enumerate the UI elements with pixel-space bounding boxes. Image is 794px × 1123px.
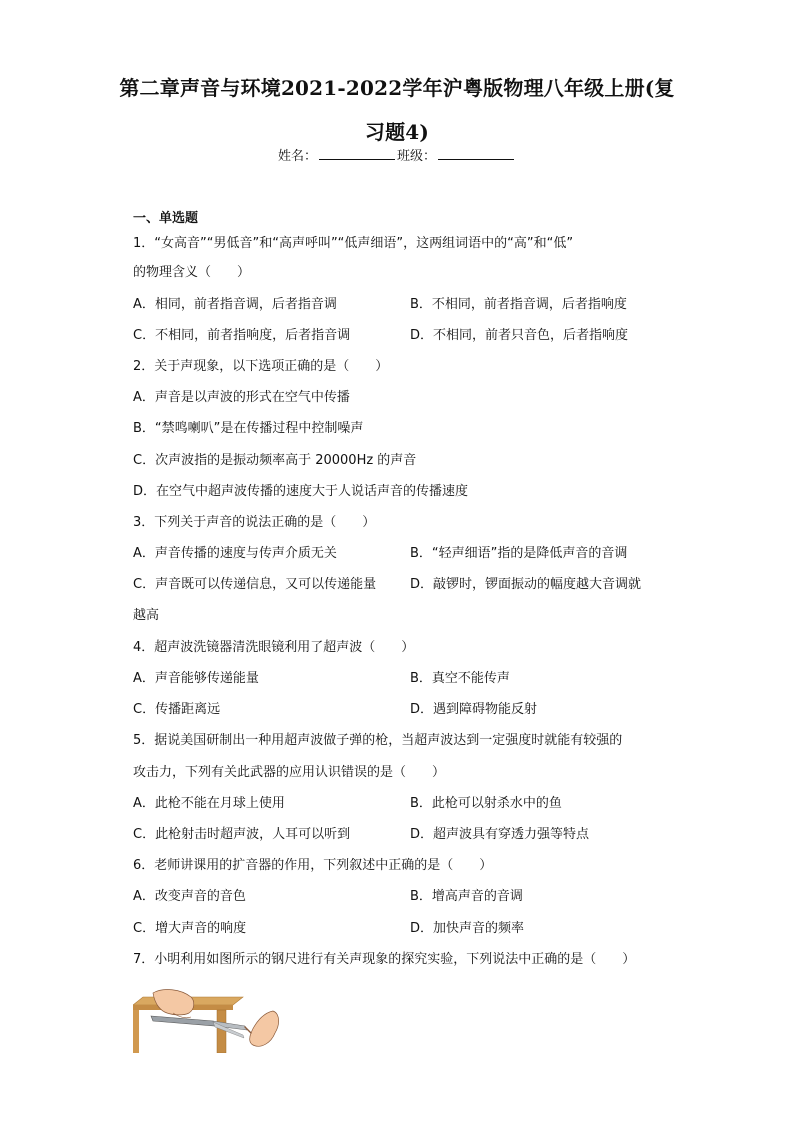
- q2-option-c: C．次声波指的是振动频率高于 20000Hz 的声音: [133, 453, 417, 468]
- student-info: [0, 145, 794, 164]
- q5-option-a: A．此枪不能在月球上使用: [133, 796, 285, 811]
- q2-option-d: D．在空气中超声波传播的速度大于人说话声音的传播速度: [133, 484, 469, 499]
- q6-option-b: B．增高声音的音调: [410, 889, 523, 904]
- q1-stem-line-2: 的物理含义（ ）: [133, 265, 251, 280]
- page-title: [110, 66, 684, 154]
- q4-option-b: B．真空不能传声: [410, 671, 510, 686]
- q6-stem: 6．老师讲课用的扩音器的作用，下列叙述中正确的是（ ）: [133, 858, 493, 873]
- q5-stem-line-1: 5．据说美国研制出一种用超声波做子弹的枪，当超声波达到一定强度时就能有较强的: [133, 733, 623, 748]
- q3-stem: 3．下列关于声音的说法正确的是（ ）: [133, 515, 376, 530]
- right-hand: [250, 1011, 279, 1046]
- steel-ruler-figure: [133, 983, 281, 1053]
- q1-option-b: B．不相同，前者指音调，后者指响度: [410, 297, 627, 312]
- q3-option-a: A．声音传播的速度与传声介质无关: [133, 546, 337, 561]
- q3-option-c: C．声音既可以传递信息，又可以传递能量: [133, 577, 377, 592]
- q2-option-b: B．“禁鸣喇叭”是在传播过程中控制噪声: [133, 421, 364, 436]
- q3-option-d-continuation: 越高: [133, 608, 160, 623]
- title-line-1: 第二章声音与环境2021-2022学年沪粤版物理八年级上册(复: [119, 76, 675, 100]
- section-title: 一、单选题: [133, 211, 199, 226]
- q4-option-a: A．声音能够传递能量: [133, 671, 259, 686]
- q4-option-d: D．遇到障碍物能反射: [410, 702, 538, 717]
- q4-stem: 4．超声波洗镜器清洗眼镜利用了超声波（ ）: [133, 640, 415, 655]
- q6-option-d: D．加快声音的频率: [410, 921, 525, 936]
- q1-option-d: D．不相同，前者只音色，后者指响度: [410, 328, 629, 343]
- q3-option-d: D．敲锣时，锣面振动的幅度越大音调就: [410, 577, 642, 592]
- q1-stem-line-1: 1．“女高音”“男低音”和“高声呼叫”“低声细语”，这两组词语中的“高”和“低”: [133, 236, 574, 251]
- q1-option-c: C．不相同，前者指响度，后者指音调: [133, 328, 351, 343]
- q2-stem: 2．关于声现象，以下选项正确的是（ ）: [133, 359, 389, 374]
- table-leg: [217, 1010, 226, 1053]
- q1-option-a: A．相同，前者指音调，后者指音调: [133, 297, 337, 312]
- left-hand: [153, 990, 194, 1015]
- q5-option-d: D．超声波具有穿透力强等特点: [410, 827, 590, 842]
- q5-stem-line-2: 攻击力，下列有关此武器的应用认识错误的是（ ）: [133, 765, 446, 780]
- q7-stem: 7．小明利用如图所示的钢尺进行有关声现象的探究实验，下列说法中正确的是（ ）: [133, 952, 636, 967]
- class-blank[interactable]: [438, 147, 514, 160]
- q5-option-b: B．此枪可以射杀水中的鱼: [410, 796, 562, 811]
- class-label: 班级：: [397, 149, 437, 164]
- q6-option-a: A．改变声音的音色: [133, 889, 246, 904]
- name-blank[interactable]: [319, 147, 395, 160]
- table-leg-left: [133, 1010, 139, 1053]
- q3-option-b: B．“轻声细语”指的是降低声音的音调: [410, 546, 628, 561]
- q5-option-c: C．此枪射击时超声波，人耳可以听到: [133, 827, 351, 842]
- q2-option-a: A．声音是以声波的形式在空气中传播: [133, 390, 350, 405]
- q6-option-c: C．增大声音的响度: [133, 921, 247, 936]
- name-label: 姓名：: [277, 149, 317, 164]
- title-line-2: 习题4): [364, 120, 430, 144]
- q4-option-c: C．传播距离远: [133, 702, 221, 717]
